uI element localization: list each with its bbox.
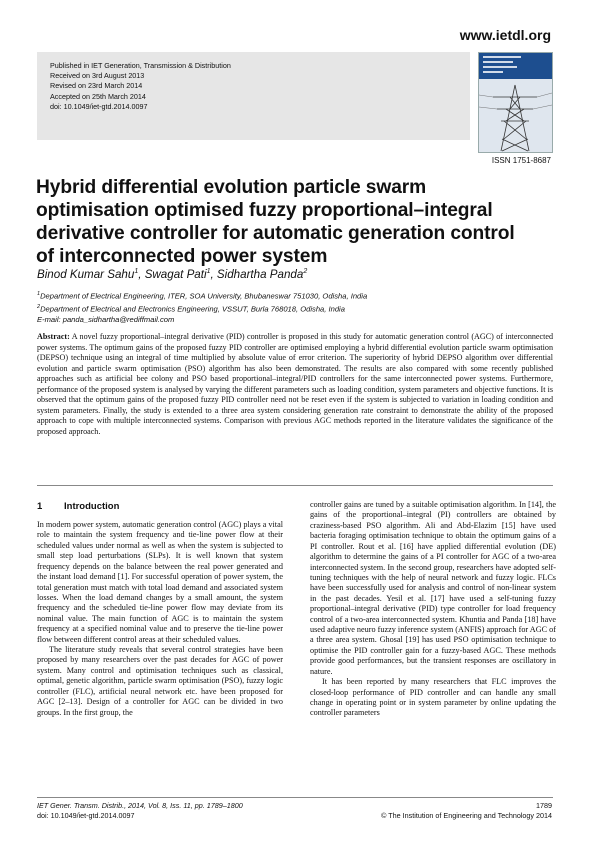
author-list: Binod Kumar Sahu$^1$, Swagat Pati$^1$, Sidhartha Panda$^2$: [37, 268, 308, 281]
title-line: optimisation optimised fuzzy proportional–integral: [36, 200, 493, 221]
affiliation: $^2$Department of Electrical and Electronics Engineering, VSSUT, Burla 768018, Odisha, India: [37, 303, 345, 314]
accepted-date: Accepted on 25th March 2014: [50, 91, 146, 101]
author-name: Sidhartha Panda: [216, 268, 304, 281]
affiliations: [37, 289, 367, 325]
paragraph: It has been reported by many researchers that FLC improves the closed-loop performance of PID controller and can handle any small change in operating point or in system parameter by online updating the controller parameters: [310, 677, 556, 718]
abstract-text: A novel fuzzy proportional–integral derivative (PID) controller is proposed in this study for automatic generation control (AGC) of interconnected power systems. The optimum gains of the proposed fuzzy PID controller are optimised employing a hybrid differential evolution particle swarm optimisation (DEPSO) technique using an integral of time multiplied by absolute value of error criterion. The superiority of hybrid DEPSO algorithm over differential evolution and particle swarm optimisation (PSO) algorithm has also been demonstrated. The results are also compared with some recently published approaches such as artificial bee colony and PSO based proportional–integral/PID controllers for the same interconnected power systems. Furthermore, performance of the proposed system is analysed by varying the different parameters such as loading condition, system parameters and objective functions. It is observed that the optimum gains of the proposed fuzzy PID controller need not be reset even if the system is subjected to variation in loading condition and system parameters. Finally, the study is extended to a three area system considering generation rate constraint to demonstrate the ability of the proposed approach to cope with multiple interconnected systems. Comparison with previous AGC methods reported in the literature validates the significance of the proposed approach.: [37, 332, 553, 436]
page-number: 1789: [536, 801, 552, 810]
footer-right: [381, 801, 552, 820]
site-url[interactable]: www.ietdl.org: [459, 27, 551, 43]
revised-date: Revised on 23rd March 2014: [50, 81, 143, 91]
published-in: Published in IET Generation, Transmission & Distribution: [50, 61, 231, 70]
title-line: derivative controller for automatic generation control: [36, 223, 515, 244]
journal-citation: IET Gener. Transm. Distrib., 2014, Vol. 8, Iss. 11, pp. 1789–1800: [37, 801, 243, 810]
abstract-label: Abstract:: [37, 332, 70, 341]
paragraph: In modern power system, automatic generation control (AGC) plays a vital role to maintain the system frequency and tie-line power flow at their scheduled values under normal as well as when the system is subjected to small step load perturbations (SLPs). It is well known that system frequency depends on the balance between the real power generated and the instant load demand [1]. For successful operation of power system, the total generation must match with total load demand and associated system losses. When the load demand changes by a small amount, the system frequency and the scheduled tie-line power flow may deviate from its nominal value. The main function of AGC is to maintain the system frequency at a specified nominal value and to preserve the tie-line power flow between different control areas at their scheduled values.: [37, 520, 283, 644]
author-name: Swagat Pati: [144, 268, 207, 281]
paragraph: controller gains are tuned by a suitable optimisation algorithm. In [14], the gains of the proportional–integral (PI) controllers are obtained by craziness-based PSO algorithm. Ali and Abd-Elazim [15] have used bacteria foraging optimisation technique to obtain the optimum gains of a PI controller. Rout et al. [16] have applied differential evolution (DE) algorithm to determine the gains of a PI controller for AGC of a two-area interconnected system. In the second group, researchers have adopted self-tuning techniques with the help of neural network and fuzzy logic. FLCs have been successfully used for analysis and control of non-linear system in the past decades. Yesil et al. [17] have used a self-tuning fuzzy proportional–integral derivative (PID) type controller for load frequency control of a two-area interconnected system. Khuntia and Panda [18] have used adaptive neuro fuzzy inference system (ANFIS) approach for AGC of a three area system. Ghosal [19] has used PSO optimisation technique to optimise the PID controller gain for a fuzzy-based AGC. These methods provide good performances, but the transient responses are oscillatory in nature.: [310, 500, 556, 676]
cover-title-band: [479, 53, 552, 79]
corresponding-email[interactable]: E-mail: panda_sidhartha@rediffmail.com: [37, 314, 175, 324]
body-column-right: [310, 500, 556, 719]
received-date: Received on 3rd August 2013: [50, 71, 145, 81]
section-title: Introduction: [64, 501, 120, 512]
divider: [37, 485, 553, 486]
transmission-tower-illustration: [479, 79, 552, 152]
copyright: © The Institution of Engineering and Technology 2014: [381, 810, 552, 820]
footer-divider: [37, 797, 553, 798]
journal-cover-image: [478, 52, 553, 153]
affiliation: $^1$Department of Electrical Engineering, ITER, SOA University, Bhubaneswar 751030, Odisha, India: [37, 291, 368, 301]
author-affiliation-mark: 1: [206, 268, 211, 276]
section-number: 1: [37, 501, 43, 512]
paragraph: The literature study reveals that several control strategies have been proposed by many researchers over the past decades for AGC of power system. Many control and optimisation techniques such as classical, optimal, genetic algorithm, particle swarm optimisation (PSO), fuzzy logic controller (FLC), artificial neural network etc. have been proposed for AGC [2–13]. Design of a controller for AGC can be divided in two groups. In the first group, the: [37, 645, 283, 717]
author-affiliation-mark: 2: [303, 268, 308, 276]
section-heading: [37, 501, 119, 512]
body-column-left: [37, 520, 283, 718]
article-title: [36, 176, 561, 268]
title-line: Hybrid differential evolution particle swarm: [36, 177, 427, 198]
publication-info: [50, 61, 231, 112]
title-line: of interconnected power system: [36, 246, 328, 267]
doi[interactable]: doi: 10.1049/iet-gtd.2014.0097: [50, 101, 148, 111]
publication-info-box: [37, 52, 470, 140]
author-name: Binod Kumar Sahu: [37, 268, 135, 281]
issn: ISSN 1751-8687: [491, 156, 551, 165]
abstract: [37, 332, 553, 437]
footer-citation: [37, 801, 243, 820]
footer-doi[interactable]: doi: 10.1049/iet-gtd.2014.0097: [37, 810, 135, 820]
author-affiliation-mark: 1: [134, 268, 139, 276]
